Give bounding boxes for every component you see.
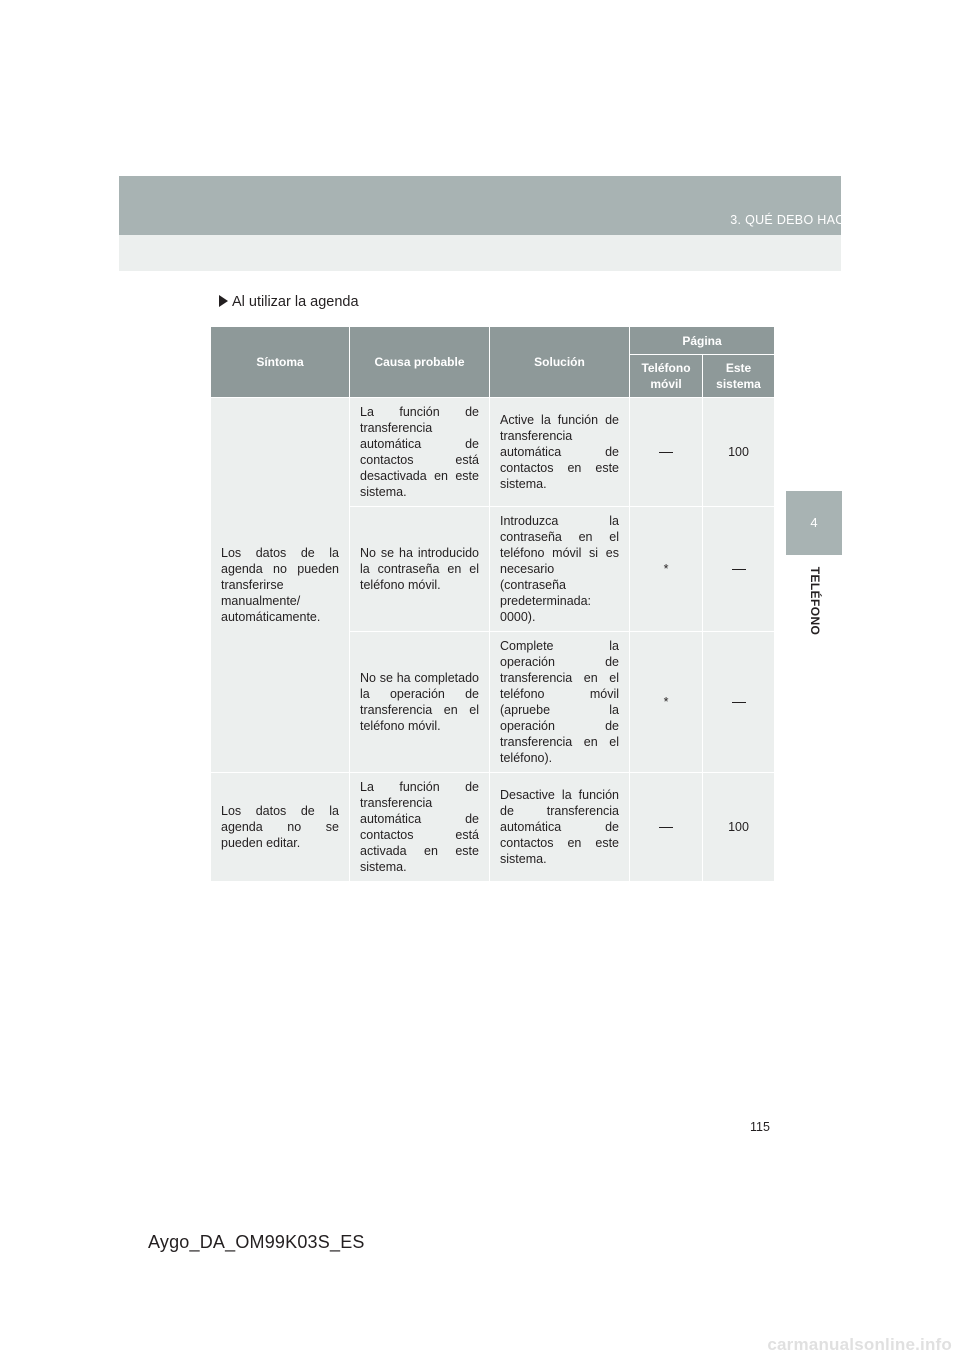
page-number: 115 — [750, 1120, 770, 1134]
cell-solucion: Desactive la función de transferencia automática de contactos en este sistema. — [490, 773, 630, 882]
cell-telefono: * — [630, 632, 703, 773]
cell-solucion: Active la función de transferencia automática de contactos en este sistema. — [490, 398, 630, 507]
side-tab-number: 4 — [810, 515, 818, 530]
col-header-sistema: Este sistema — [703, 355, 775, 398]
side-tab — [786, 491, 842, 555]
cell-solucion: Complete la operación de transferencia en el teléfono móvil (apruebe la operación de transferencia en el teléfono). — [490, 632, 630, 773]
cell-telefono: * — [630, 507, 703, 632]
section-header: 3. QUÉ DEBO HACER SI... — [730, 213, 890, 227]
section-title-text: Al utilizar la agenda — [232, 294, 359, 310]
dash-icon — [659, 452, 673, 453]
section-title — [219, 294, 359, 310]
cell-causa: No se ha completado la operación de transferencia en el teléfono móvil. — [350, 632, 490, 773]
table-row — [211, 773, 775, 882]
footer-code: Aygo_DA_OM99K03S_ES — [148, 1232, 365, 1252]
dash-icon — [732, 569, 746, 570]
watermark: carmanualsonline.info — [767, 1335, 952, 1354]
dash-icon — [732, 702, 746, 703]
cell-causa: La función de transferencia automática de contactos está desactivada en este sistema. — [350, 398, 490, 507]
col-header-pagina: Página — [630, 327, 775, 355]
cell-sintoma: Los datos de la agenda no pueden transferirse manualmente/ automáticamente. — [211, 398, 350, 773]
table-row — [211, 398, 775, 507]
cell-sistema: 100 — [703, 398, 775, 507]
col-header-solucion: Solución — [490, 327, 630, 398]
cell-causa: No se ha introducido la contraseña en el teléfono móvil. — [350, 507, 490, 632]
cell-sintoma: Los datos de la agenda no se pueden editar. — [211, 773, 350, 882]
cell-sistema — [703, 632, 775, 773]
troubleshooting-table — [210, 326, 775, 882]
triangle-bullet-icon — [219, 295, 228, 307]
side-tab-label: TELÉFONO — [808, 566, 822, 636]
cell-sistema: 100 — [703, 773, 775, 882]
col-header-sintoma: Síntoma — [211, 327, 350, 398]
cell-solucion: Introduzca la contraseña en el teléfono móvil si es necesario (contraseña predeterminada: 0000). — [490, 507, 630, 632]
dash-icon — [659, 827, 673, 828]
header-sub-band — [119, 235, 841, 271]
cell-causa: La función de transferencia automática de contactos está activada en este sistema. — [350, 773, 490, 882]
cell-telefono — [630, 398, 703, 507]
col-header-telefono: Teléfono móvil — [630, 355, 703, 398]
col-header-causa: Causa probable — [350, 327, 490, 398]
cell-sistema — [703, 507, 775, 632]
cell-telefono — [630, 773, 703, 882]
